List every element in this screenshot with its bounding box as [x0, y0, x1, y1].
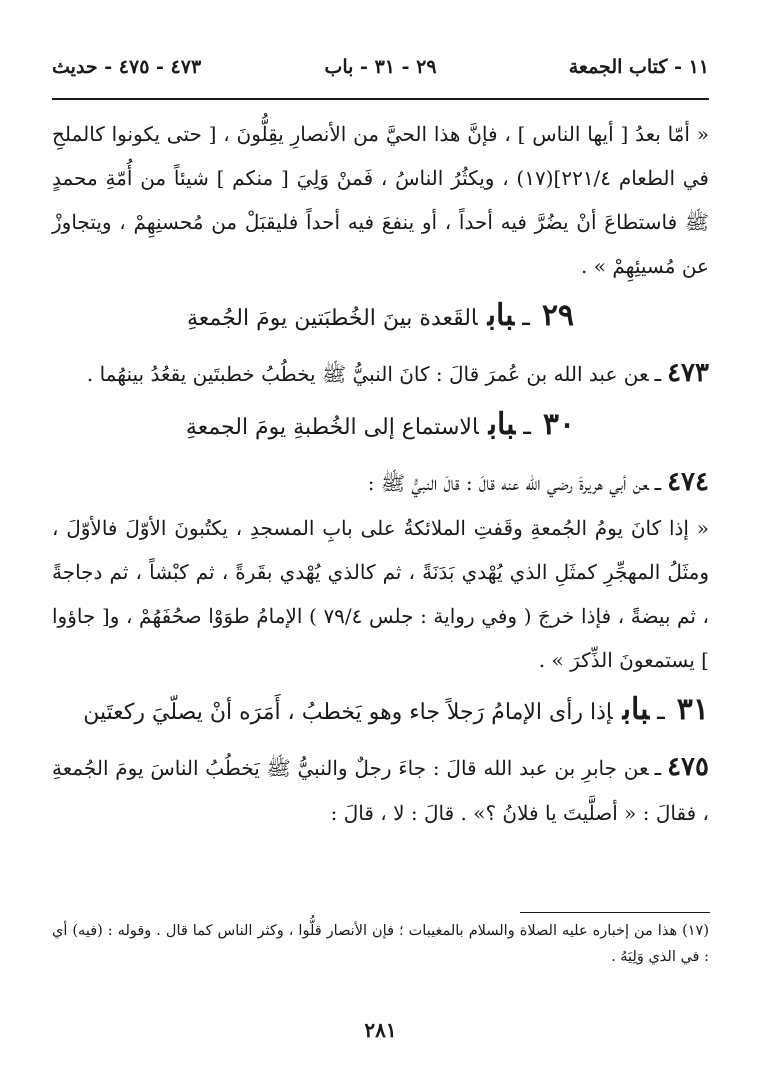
page-body	[52, 112, 709, 835]
header-chapter-range: ٢٩ - ٣١ - باب	[324, 56, 437, 78]
footnote-rule	[520, 912, 710, 913]
header-book-title: ١١ - كتاب الجمعة	[568, 56, 709, 78]
chapter-title: الاستماع إلى الخُطبةِ يومَ الجمعةِ	[185, 415, 479, 440]
chapter-number: ٣٠	[542, 407, 576, 442]
chapter-title: القَعدة بينَ الخُطبَتين يومَ الجُمعةِ	[186, 306, 478, 331]
chapter-label: باب	[487, 298, 515, 333]
chapter-title: إذا رأى الإمامُ رَجلاً جاء وهو يَخطبُ ، أَمَرَه أنْ يصلّيَ ركعتَين	[83, 700, 613, 725]
hadith-text: عن جابرِ بن عبد الله قالَ : جاءَ رجلٌ والنبيُّ ﷺ يَخطُبُ الناسَ يومَ الجُمعةِ ، فقالَ : « أصلَّيتَ يا فلانُ ؟» . قالَ : لا ، قالَ :	[52, 756, 709, 825]
paragraph-continuation: « أمّا بعدُ [ أيها الناس ] ، فإنَّ هذا الحيَّ من الأنصارِ يقِلُّونَ ، [ حتى يكونوا كالملحِ في الطعام ٢٢١/٤](١٧) ، ويكثُرُ الناسُ ، فَمنْ وَلِيَ [ منكم ] شيئاً من أُمّةِ محمدٍ ﷺ فاستطاعَ أنْ يضُرَّ فيه أحداً ، أو ينفعَ فيه أحداً فليقبَلْ من مُحسنِهِمْ ، ويتجاوزْ عن مُسيئِهِمْ » .	[52, 122, 709, 278]
hadith-dash: ـ	[654, 471, 662, 496]
hadith-number: ٤٧٣	[667, 358, 709, 388]
chapter-dash: ـ	[657, 696, 665, 726]
chapter-heading-30	[52, 403, 709, 450]
hadith-intro: عن أبي هريرةَ رضي الله عنه قالَ : قالَ النبيُّ ﷺ :	[367, 471, 649, 495]
chapter-label: باب	[488, 407, 516, 442]
hadith-dash: ـ	[654, 362, 662, 387]
running-header	[52, 56, 709, 86]
chapter-number: ٣١	[676, 692, 709, 727]
hadith-number: ٤٧٤	[667, 467, 709, 497]
hadith-dash: ـ	[654, 756, 662, 781]
hadith-474-text: « إذا كانَ يومُ الجُمعةِ وقَفتِ الملائكةُ على بابِ المسجدِ ، يكتُبونَ الأوّلَ فالأوّلَ ، ومثَلُ المهجِّرِ كمثَلِ الذي يُهْدي بَدَنَةً ، ثم كالذي يُهْدي بقَرةً ، ثم كبْشاً ، ثم دجاجةً ، ثم بيضةً ، فإذا خرجَ ( وفي رواية : جلس ٧٩/٤ ) الإمامُ طوَوْا صحُفَهُمْ ، و[ جاؤوا ] يستمعونَ الذِّكرَ » .	[52, 516, 709, 672]
chapter-heading-29	[52, 294, 709, 341]
header-rule	[52, 98, 709, 100]
hadith-text: عن عبد الله بن عُمرَ قالَ : كانَ النبيُّ ﷺ يخطُبُ خطبتَين يقعُدُ بينهُما .	[86, 362, 649, 386]
chapter-heading-31	[52, 688, 709, 735]
chapter-number: ٢٩	[541, 298, 575, 333]
chapter-label: باب	[622, 692, 650, 727]
header-hadith-range: ٤٧٣ - ٤٧٥ - حديث	[52, 56, 202, 78]
hadith-474-intro	[52, 460, 709, 506]
hadith-473	[52, 351, 709, 397]
footnote: (١٧) هذا من إخباره عليه الصلاة والسلام بالمغيبات ؛ فإن الأنصار قلُّوا ، وكثر الناس كما قال . وقوله : (فيه) أي : في الذي وَلِيَهُ .	[52, 923, 709, 965]
chapter-dash: ـ	[523, 411, 531, 441]
hadith-475	[52, 745, 709, 835]
chapter-dash: ـ	[522, 302, 530, 332]
page-number: ٢٨١	[364, 1018, 397, 1042]
hadith-number: ٤٧٥	[667, 752, 709, 782]
